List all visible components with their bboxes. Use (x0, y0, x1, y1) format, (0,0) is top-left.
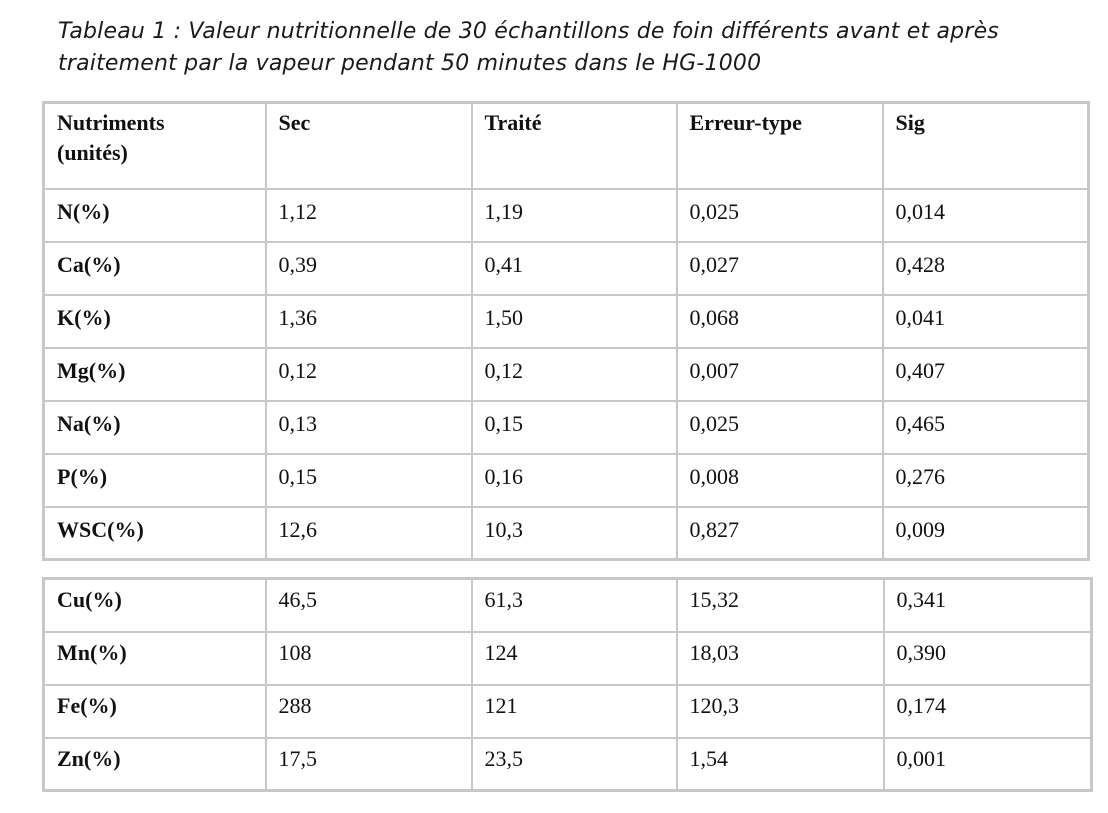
cell-std-error: 0,008 (677, 454, 883, 507)
cell-dry: 108 (266, 632, 472, 685)
cell-treated: 23,5 (472, 738, 677, 791)
table-row (44, 401, 1089, 454)
cell-sig: 0,041 (883, 295, 1089, 348)
cell-sig: 0,407 (883, 348, 1089, 401)
table-caption (58, 16, 1098, 80)
cell-sig: 0,390 (884, 632, 1092, 685)
cell-sig: 0,174 (884, 685, 1092, 738)
cell-nutrient: Cu(%) (44, 579, 266, 632)
cell-std-error: 15,32 (677, 579, 884, 632)
cell-nutrient: Mg(%) (44, 348, 266, 401)
cell-treated: 0,16 (472, 454, 677, 507)
cell-dry: 0,15 (266, 454, 472, 507)
cell-std-error: 0,007 (677, 348, 883, 401)
nutrition-table-main (42, 101, 1090, 561)
cell-treated: 10,3 (472, 507, 677, 560)
cell-sig: 0,428 (883, 242, 1089, 295)
table-row (44, 579, 1092, 632)
header-sig: Sig (883, 103, 1089, 189)
table-row (44, 189, 1089, 242)
cell-treated: 61,3 (472, 579, 677, 632)
table-row (44, 348, 1089, 401)
cell-treated: 0,15 (472, 401, 677, 454)
cell-dry: 12,6 (266, 507, 472, 560)
cell-dry: 17,5 (266, 738, 472, 791)
cell-nutrient: Na(%) (44, 401, 266, 454)
header-treated: Traité (472, 103, 677, 189)
table-row (44, 295, 1089, 348)
cell-nutrient: P(%) (44, 454, 266, 507)
header-nutrients-line-1: Nutriments (57, 110, 165, 135)
cell-std-error: 18,03 (677, 632, 884, 685)
cell-dry: 1,12 (266, 189, 472, 242)
cell-nutrient: Fe(%) (44, 685, 266, 738)
table-row (44, 454, 1089, 507)
cell-nutrient: Mn(%) (44, 632, 266, 685)
cell-dry: 1,36 (266, 295, 472, 348)
cell-std-error: 0,068 (677, 295, 883, 348)
cell-sig: 0,009 (883, 507, 1089, 560)
cell-sig: 0,341 (884, 579, 1092, 632)
cell-treated: 124 (472, 632, 677, 685)
cell-std-error: 0,025 (677, 189, 883, 242)
cell-nutrient: WSC(%) (44, 507, 266, 560)
table-row (44, 507, 1089, 560)
cell-std-error: 120,3 (677, 685, 884, 738)
cell-dry: 288 (266, 685, 472, 738)
table-row (44, 685, 1092, 738)
header-dry: Sec (266, 103, 472, 189)
nutrition-table-trace (42, 577, 1093, 792)
table-header-row (44, 103, 1089, 189)
cell-std-error: 1,54 (677, 738, 884, 791)
cell-std-error: 0,827 (677, 507, 883, 560)
cell-nutrient: N(%) (44, 189, 266, 242)
cell-treated: 121 (472, 685, 677, 738)
cell-dry: 46,5 (266, 579, 472, 632)
cell-nutrient: Ca(%) (44, 242, 266, 295)
cell-treated: 1,19 (472, 189, 677, 242)
cell-sig: 0,465 (883, 401, 1089, 454)
table-row (44, 738, 1092, 791)
cell-std-error: 0,027 (677, 242, 883, 295)
table-row (44, 242, 1089, 295)
caption-line-1: Tableau 1 : Valeur nutritionnelle de 30 échantillons de foin différents avant et après (58, 19, 999, 44)
cell-nutrient: K(%) (44, 295, 266, 348)
cell-sig: 0,001 (884, 738, 1092, 791)
caption-line-2: traitement par la vapeur pendant 50 minutes dans le HG-1000 (58, 51, 762, 76)
cell-dry: 0,39 (266, 242, 472, 295)
cell-sig: 0,014 (883, 189, 1089, 242)
table-row (44, 632, 1092, 685)
cell-treated: 0,12 (472, 348, 677, 401)
cell-std-error: 0,025 (677, 401, 883, 454)
cell-sig: 0,276 (883, 454, 1089, 507)
header-nutrients (44, 103, 266, 189)
cell-dry: 0,12 (266, 348, 472, 401)
cell-treated: 0,41 (472, 242, 677, 295)
cell-nutrient: Zn(%) (44, 738, 266, 791)
header-std-error: Erreur-type (677, 103, 883, 189)
cell-treated: 1,50 (472, 295, 677, 348)
cell-dry: 0,13 (266, 401, 472, 454)
header-nutrients-line-2: (unités) (57, 140, 128, 165)
